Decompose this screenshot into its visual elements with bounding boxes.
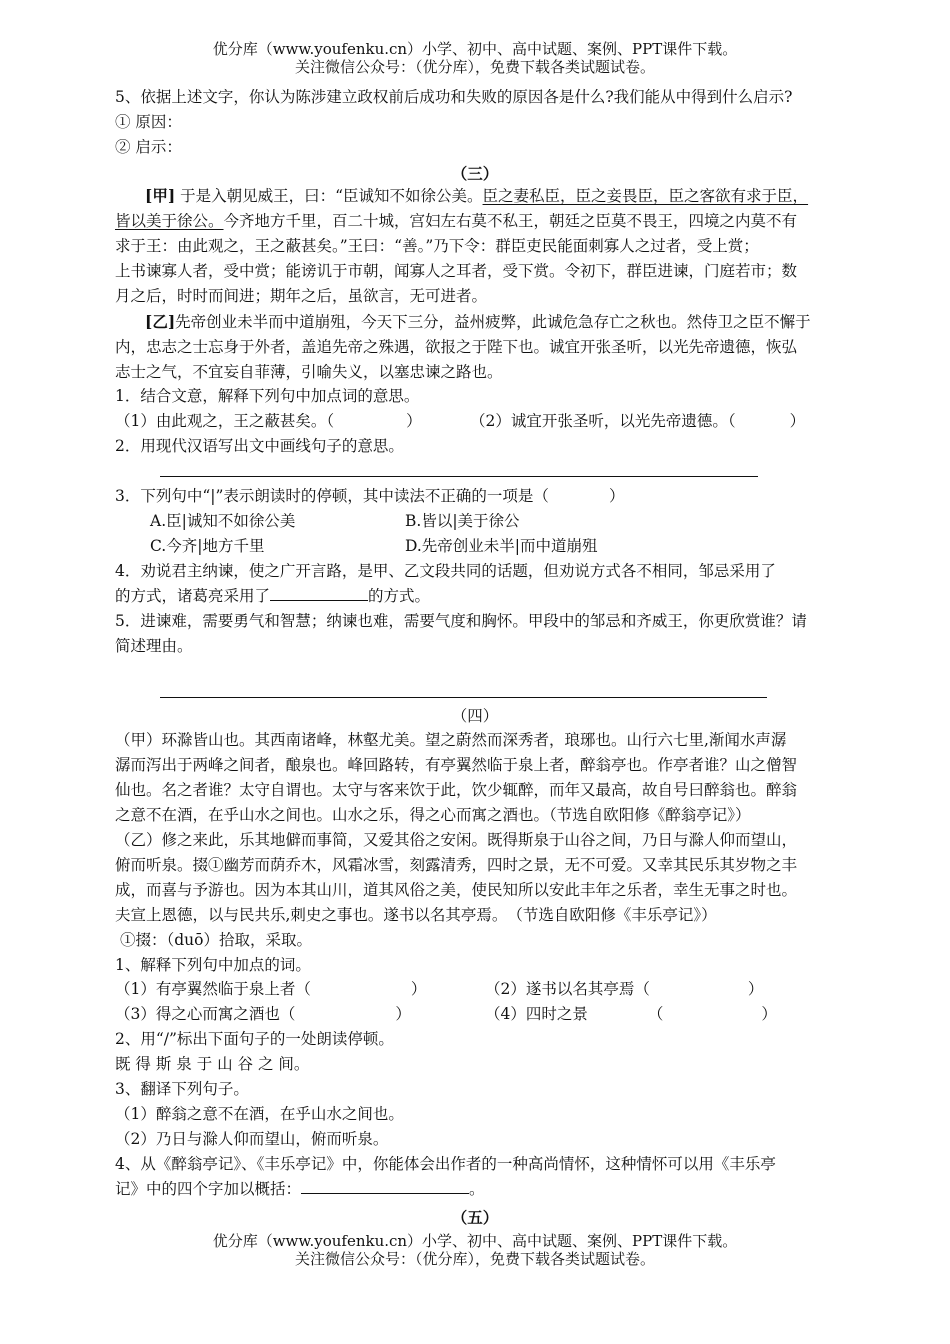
s3-jia-line-4: 上书谏寡人者，受中赏；能谤讥于市朝，闻寡人之耳者，受下赏。令初下，群臣进谏，门庭若市；数 bbox=[115, 262, 798, 280]
s3-jia-line-2 bbox=[115, 211, 797, 231]
header-line-2: 关注微信公众号：（优分库），免费下载各类试题试卷。 bbox=[294, 58, 655, 76]
s3-jia-line-3: 求于王：由此观之，王之蔽甚矣。”王曰：“善。”乃下令：群臣吏民能面刺寡人之过者，受上赏； bbox=[115, 237, 759, 255]
fill-blank[interactable] bbox=[270, 586, 368, 601]
section-3-title: （三） bbox=[451, 164, 499, 183]
q5-previous: 5、依据上述文字，你认为陈涉建立政权前后成功和失败的原因各是什么?我们能从中得到什么启示? bbox=[115, 88, 793, 106]
s4-q2-sentence[interactable]: 既 得 斯 泉 于 山 谷 之 间。 bbox=[115, 1055, 310, 1073]
s4-yi-line-2: 俯而听泉。掇①幽芳而荫乔木，风霜冰雪，刻露清秀，四时之景，无不可爱。又幸其民乐其岁物之丰 bbox=[115, 856, 798, 874]
s4-footnote: ①掇：（duō）拾取，采取。 bbox=[120, 931, 312, 949]
s3-q3 bbox=[115, 486, 624, 506]
s4-q3: 3、翻译下列句子。 bbox=[115, 1080, 249, 1098]
s3-q2: 2．用现代汉语写出文中画线句子的意思。 bbox=[115, 437, 404, 455]
s4-q1-b bbox=[485, 979, 763, 999]
s3-q1-a-text: （1）由此观之，王之蔽甚矣。（ bbox=[115, 412, 335, 430]
s4-q1-c-text: （3）得之心而寓之酒也（ bbox=[115, 1005, 296, 1023]
footer-line-2: 关注微信公众号：（优分库），免费下载各类试题试卷。 bbox=[294, 1250, 655, 1268]
s4-yi-line-1: （乙）修之来此，乐其地僻而事简，又爱其俗之安闲。既得斯泉于山谷之间，乃日与滁人仰而望山， bbox=[115, 831, 798, 849]
s3-q4-line-2 bbox=[115, 586, 430, 606]
s3-q3-text: 3．下列句中“|”表示朗读时的停顿，其中读法不正确的一项是（ bbox=[115, 487, 549, 505]
s4-q1-b-close: ） bbox=[747, 980, 764, 998]
s3-q1-a bbox=[115, 411, 422, 431]
s3-yi-tag: [乙] bbox=[145, 312, 176, 331]
s4-yi-line-4: 夫宣上恩德，以与民共乐,刺史之事也。遂书以名其亭焉。 （节选自欧阳修《丰乐亭记》） bbox=[115, 906, 717, 924]
s3-q1-b bbox=[470, 411, 805, 431]
answer-line[interactable] bbox=[160, 476, 758, 477]
s4-q4-text: 记》中的四个字加以概括： bbox=[115, 1180, 302, 1198]
s3-q3-close: ） bbox=[608, 487, 625, 505]
section-5-title: （五） bbox=[451, 1208, 499, 1227]
s4-q1-d-text: （4）四时之景 bbox=[485, 1005, 588, 1023]
s3-q5-line-1: 5．进谏难，需要勇气和智慧；纳谏也难，需要气度和胸怀。甲段中的邹忌和齐威王，你更欣赏谁？请 bbox=[115, 612, 807, 630]
s3-yi-line-2: 内，忠志之士忘身于外者，盖追先帝之殊遇，欲报之于陛下也。诚宜开张圣听，以光先帝遗德，恢弘 bbox=[115, 338, 798, 356]
s4-q4-line-1: 4、从《醉翁亭记》、《丰乐亭记》中，你能体会出作者的一种高尚情怀，这种情怀可以用《丰乐亭 bbox=[115, 1155, 776, 1173]
section-4-title: （四） bbox=[451, 707, 499, 725]
s3-jia-tag: [甲] bbox=[145, 186, 176, 205]
s4-q1-b-text: （2）遂书以名其亭焉（ bbox=[485, 980, 650, 998]
s3-jia-text: 今齐地方千里，百二十城，宫妇左右莫不私王，朝廷之臣莫不畏王，四境之内莫不有 bbox=[223, 212, 798, 230]
s3-q4-line-1: 4．劝说君主纳谏，使之广开言路，是甲、乙文段共同的话题，但劝说方式各不相同，邹忌采用了 bbox=[115, 562, 776, 580]
s4-q1-d bbox=[485, 1004, 777, 1024]
s4-jia-line-1: （甲）环滁皆山也。其西南诸峰，林壑尤美。望之蔚然而深秀者，琅琊也。山行六七里,渐闻水声潺 bbox=[115, 731, 787, 749]
s4-q1-a-close: ） bbox=[410, 980, 427, 998]
s3-jia-line-1 bbox=[145, 186, 808, 206]
s4-q4-line-2 bbox=[115, 1179, 485, 1199]
s3-q5-line-2: 简述理由。 bbox=[115, 637, 193, 655]
s3-q4-text: 的方式，诸葛亮采用了 bbox=[115, 587, 271, 605]
s4-q3-a: （1）醉翁之意不在酒，在乎山水之间也。 bbox=[115, 1105, 404, 1123]
s3-jia-line-5: 月之后，时时而间进；期年之后，虽欲言，无可进者。 bbox=[115, 287, 488, 305]
s4-jia-line-3: 仙也。名之者谁？太守自谓也。太守与客来饮于此，饮少辄醉，而年又最高，故自号曰醉翁也。醉翁 bbox=[115, 781, 798, 799]
option-a[interactable]: A.臣|诚知不如徐公美 bbox=[150, 512, 296, 530]
s3-yi-line-1 bbox=[145, 312, 811, 332]
s4-yi-line-3: 成，而喜与予游也。因为本其山川，道其风俗之美，使民知所以安此丰年之乐者，幸生无事之时也。 bbox=[115, 881, 798, 899]
hint-label: ② 启示： bbox=[115, 138, 182, 156]
underlined-sentence: 臣之妻私臣，臣之妾畏臣，臣之客欲有求于臣， bbox=[482, 187, 809, 205]
s4-q1: 1、解释下列句中加点的词。 bbox=[115, 956, 311, 974]
s4-q2: 2、用“/”标出下面句子的一处朗读停顿。 bbox=[115, 1030, 394, 1048]
reason-label: ① 原因： bbox=[115, 113, 182, 131]
underlined-sentence-end: 皆以美于徐公。 bbox=[115, 212, 224, 230]
s4-q1-c-close: ） bbox=[395, 1005, 411, 1023]
fill-blank[interactable] bbox=[301, 1179, 469, 1194]
s4-q1-c bbox=[115, 1004, 411, 1024]
s3-q1-b-text: （2）诚宜开张圣听，以光先帝遗德。（ bbox=[470, 412, 736, 430]
s4-q1-a-text: （1）有亭翼然临于泉上者（ bbox=[115, 980, 311, 998]
answer-line[interactable] bbox=[160, 697, 767, 698]
s4-q1-a bbox=[115, 979, 426, 999]
s3-q1-a-close: ） bbox=[406, 412, 422, 430]
option-c[interactable]: C.今齐|地方千里 bbox=[150, 537, 265, 555]
s3-yi-line-3: 志士之气，不宜妄自菲薄，引喻失义，以塞忠谏之路也。 bbox=[115, 363, 503, 381]
header-line-1: 优分库（www.youfenku.cn）小学、初中、高中试题、案例、PPT课件下载。 bbox=[212, 40, 738, 58]
s3-q4-text-end: 的方式。 bbox=[368, 587, 431, 605]
s4-q4-text-end: 。 bbox=[469, 1180, 485, 1198]
s3-yi-text: 先帝创业未半而中道崩殂，今天下三分，益州疲弊，此诚危急存亡之秋也。然侍卫之臣不懈于 bbox=[175, 313, 811, 331]
s4-jia-line-4: 之意不在酒，在乎山水之间也。山水之乐，得之心而寓之酒也。（节选自欧阳修《醉翁亭记》） bbox=[115, 806, 751, 824]
s3-jia-text: 于是入朝见威王，曰：“臣诚知不如徐公美。 bbox=[180, 187, 483, 205]
option-d[interactable]: D.先帝创业未半|而中道崩殂 bbox=[405, 537, 598, 555]
s3-q1-b-close: ） bbox=[789, 412, 806, 430]
s4-q3-b: （2）乃日与滁人仰而望山，俯而听泉。 bbox=[115, 1130, 389, 1148]
s3-q1: 1．结合文意，解释下列句中加点词的意思。 bbox=[115, 387, 420, 405]
s4-q1-d-open: （ bbox=[647, 1005, 664, 1023]
s4-jia-line-2: 潺而泻出于两峰之间者，酿泉也。峰回路转，有亭翼然临于泉上者，醉翁亭也。作亭者谁？山之僧智 bbox=[115, 756, 798, 774]
footer-line-1: 优分库（www.youfenku.cn）小学、初中、高中试题、案例、PPT课件下载。 bbox=[212, 1232, 738, 1250]
option-b[interactable]: B.皆以|美于徐公 bbox=[405, 512, 520, 530]
s4-q1-d-close: ） bbox=[761, 1005, 777, 1023]
